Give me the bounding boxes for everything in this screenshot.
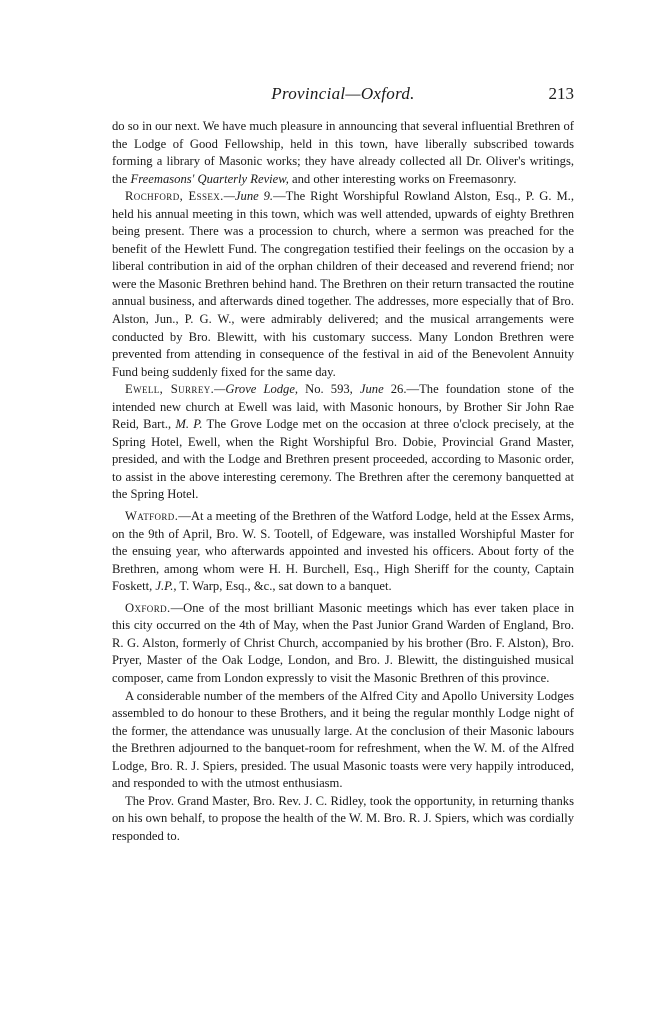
paragraph-library: do so in our next. We have much pleasure in announcing that several influential Brethren of the Lodge of Good Fellowship, held in this town, have liberally subscribed towards forming a library of Masonic works; they have already collected all Dr. Oliver's writings, the Freemasons' Quarterly Review, and other interesting works on Freemasonry. — [112, 119, 574, 186]
paragraph-prov-grand-master: The Prov. Grand Master, Bro. Rev. J. C. Ridley, took the opportunity, in returning thanks on his own behalf, to propose the health of the W. M. Bro. R. J. Spiers, which was cordially responded to. — [112, 793, 574, 843]
page-number: 213 — [548, 84, 574, 103]
page-header — [112, 84, 574, 108]
section-heading-ewell: Ewell, Surrey. — [125, 382, 215, 397]
paragraph-lodges-assembled: A considerable number of the members of the Alfred City and Apollo University Lodges assembled to do honour to these Brothers, and it being the regular monthly Lodge night of the former, the attendance was unusually large. At the conclusion of their Masonic labours the Brethren adjourned to the banquet-room for refreshment, when the W. M. of the Alfred Lodge, Bro. R. J. Spiers, presided. The usual Masonic toasts were very happily introduced, and responded to with the utmost enthusiasm. — [112, 688, 574, 791]
paragraph-rochford: Rochford, Essex.—June 9.—The Right Worshipful Rowland Alston, Esq., P. G. M., held his annual meeting in this town, which was well attended, upwards of eighty Brethren being present. There was a procession to church, where a sermon was preached for the benefit of the Hewlett Fund. The congregation testified their feelings on the occasion by a liberal contribution in aid of the orphan children of their deceased and reverend friend; nor were the Masonic Brethren behind hand. The Brethren on their return transacted the routine annual business, and afterwards dined together. The addresses, more especially that of Bro. Alston, Jun., P. G. W., were admirably delivered; and the musical arrangements were conducted by Bro. Blewitt, with his customary success. Many London Brethren were prevented from attending in consequence of the festival in aid of the Benevolent Annuity Fund being suddenly fixed for the same day. — [112, 189, 574, 379]
paragraph-oxford: Oxford.—One of the most brilliant Masonic meetings which has ever taken place in this city occurred on the 4th of May, when the Past Junior Grand Warden of England, Bro. R. G. Alston, formerly of Christ Church, accompanied by his brother (Bro. F. Alston), Bro. Pryer, Master of the Oak Lodge, London, and Bro. J. Blewitt, the distinguished musical composer, came from London expressly to visit the Masonic Brethren of this province. — [112, 600, 574, 685]
section-heading-oxford: Oxford. — [125, 600, 171, 615]
section-heading-watford: Watford. — [125, 509, 179, 524]
paragraph-watford: Watford.—At a meeting of the Brethren of the Watford Lodge, held at the Essex Arms, on the 9th of April, Bro. W. S. Tootell, of Edgeware, was installed Worshipful Master for the ensuing year, who afterwards appointed and invested his officers. About forty of the Brethren, among whom were H. H. Burchell, Esq., High Sheriff for the county, Captain Foskett, J.P., T. Warp, Esq., &c., sat down to a banquet. — [112, 509, 574, 594]
section-heading-rochford: Rochford, Essex. — [125, 189, 224, 204]
page-body — [112, 118, 574, 845]
paragraph-ewell: Ewell, Surrey.—Grove Lodge, No. 593, June 26.—The foundation stone of the intended new church at Ewell was laid, with Masonic honours, by Brother Sir John Rae Reid, Bart., M. P. The Grove Lodge met on the occasion at three o'clock precisely, at the Spring Hotel, Ewell, when the Right Worshipful Bro. Dobie, Provincial Grand Master, presided, and with the Lodge and Brethren present proceeded, according to Masonic order, to assist in the above interesting ceremony. The Brethren after the ceremony banquetted at the Spring Hotel. — [112, 382, 575, 502]
running-title: Provincial—Oxford. — [271, 84, 415, 103]
